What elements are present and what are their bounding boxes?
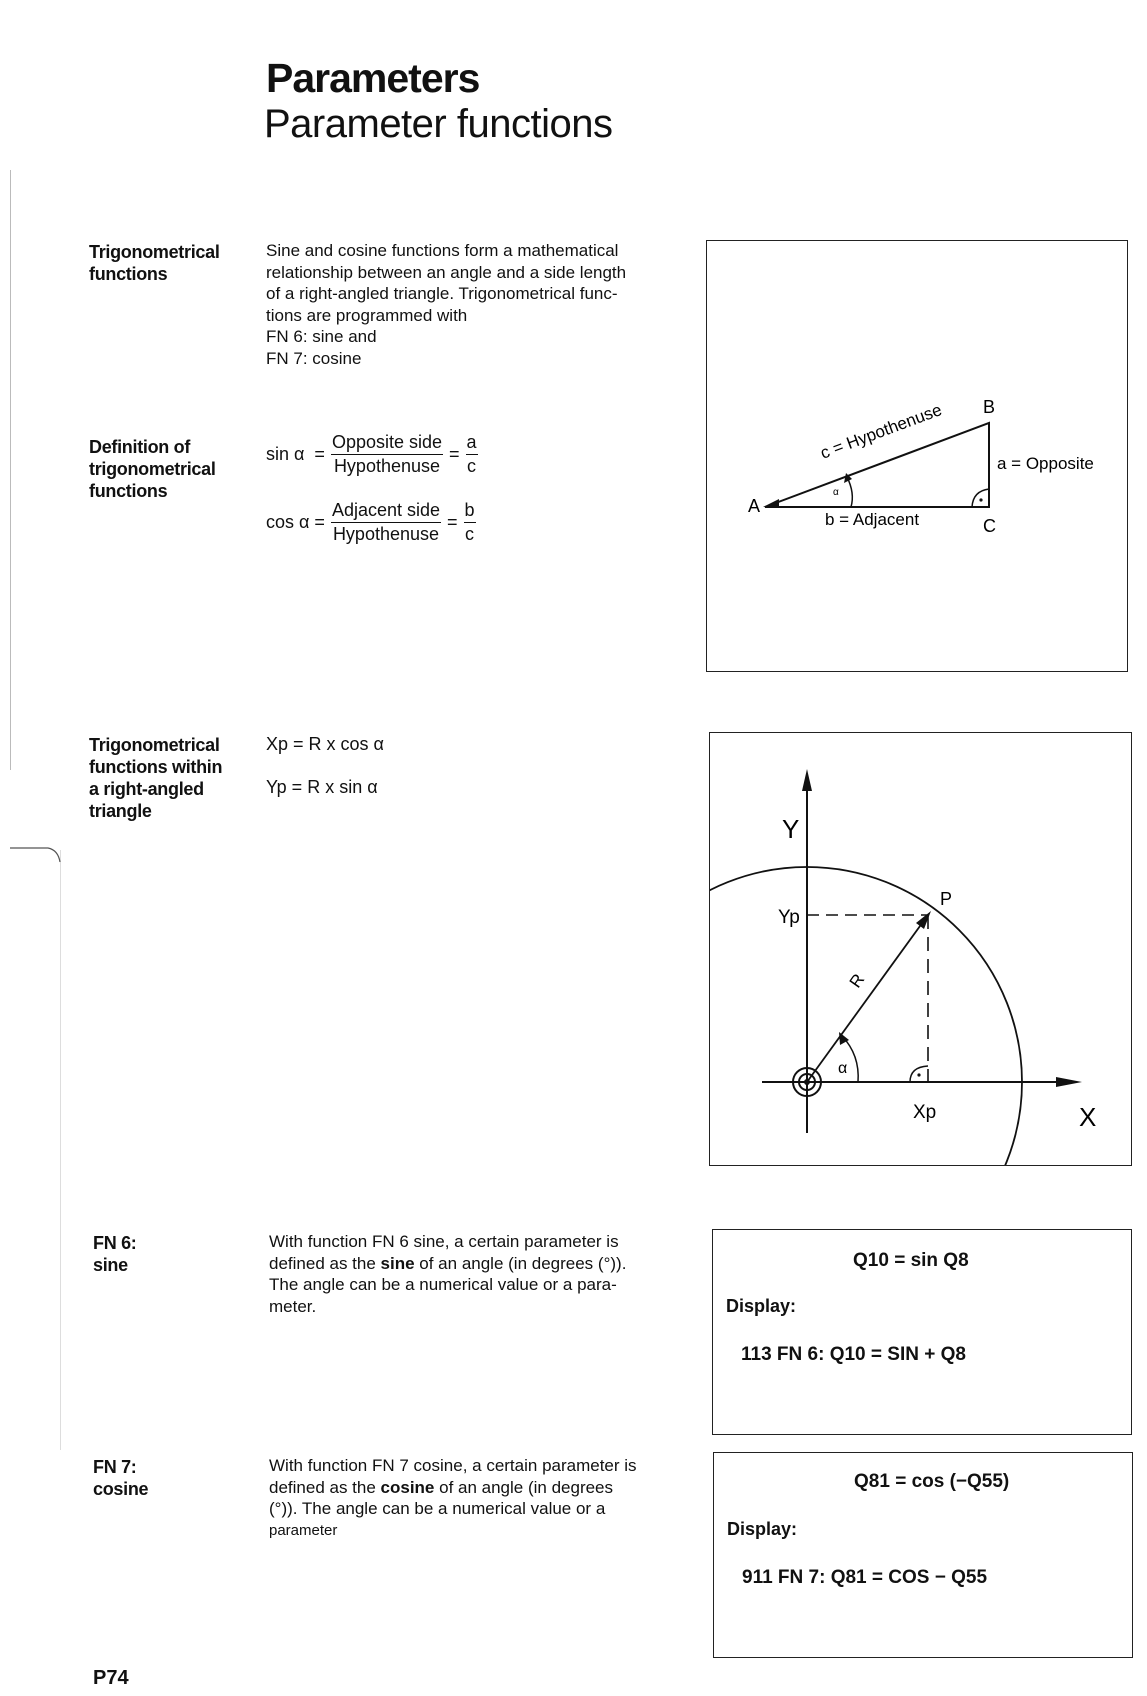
text-line: FN 7: cosine xyxy=(266,348,362,368)
label-line: Definition of xyxy=(89,437,191,457)
right-angle-dot xyxy=(979,498,982,501)
cos-numerator: Adjacent side xyxy=(331,500,441,523)
section-label-fn7 xyxy=(93,1456,148,1500)
label-line: functions xyxy=(89,481,168,501)
section-label-trig xyxy=(89,241,220,285)
cos-short-denominator: c xyxy=(465,524,475,544)
page-number: P74 xyxy=(93,1667,129,1689)
adjacent-label: b = Adjacent xyxy=(825,510,920,529)
equals-sign: = xyxy=(449,444,460,464)
binding-mark xyxy=(10,170,11,770)
y-axis-arrow xyxy=(802,769,812,791)
fn6-display-line: 113 FN 6: Q10 = SIN + Q8 xyxy=(741,1344,966,1365)
text-line: FN 6: sine and xyxy=(266,327,377,346)
section-label-fn6 xyxy=(93,1232,137,1276)
circle-figure xyxy=(710,733,1131,1165)
cos-definition xyxy=(266,500,476,545)
fn7-description xyxy=(269,1455,699,1541)
vertex-c-label: C xyxy=(983,516,996,536)
emphasis-sine: sine xyxy=(380,1253,415,1273)
binding-curve xyxy=(0,840,70,870)
text-line xyxy=(269,1477,699,1499)
text-segment: defined as the xyxy=(269,1253,381,1273)
text-line: Sine and cosine functions form a mathematical xyxy=(266,241,619,260)
text-line: relationship between an angle and a side length xyxy=(266,262,627,282)
point-p-label: P xyxy=(940,889,953,909)
text-segment: defined as the xyxy=(269,1477,381,1497)
section-label-rightangle xyxy=(89,734,222,822)
text-line: tions are programmed with xyxy=(266,305,468,325)
text-line: The angle can be a numerical value or a para- xyxy=(269,1275,617,1294)
page-title: Parameters xyxy=(266,55,480,101)
right-angle-dot xyxy=(917,1073,920,1076)
y-axis-label: Y xyxy=(782,814,800,844)
fn6-formula: Q10 = sin Q8 xyxy=(853,1250,969,1271)
alpha-label: α xyxy=(833,487,839,498)
label-line: Trigonometrical xyxy=(89,242,220,262)
label-line: FN 7: xyxy=(93,1457,137,1477)
yp-label: Yp xyxy=(778,907,800,928)
display-label: Display: xyxy=(727,1519,798,1539)
cos-short-fraction xyxy=(464,500,476,545)
hypothenuse-label: c = Hypothenuse xyxy=(817,400,945,463)
cos-fraction xyxy=(331,500,441,545)
label-line: functions within xyxy=(89,757,223,777)
text-segment: of an angle (in degrees xyxy=(434,1477,614,1497)
emphasis-cosine: cosine xyxy=(380,1477,435,1497)
text-line xyxy=(269,1253,689,1275)
yp-formula: Yp = R x sin α xyxy=(266,777,378,797)
text-line: meter. xyxy=(269,1296,317,1316)
trig-description xyxy=(266,240,686,369)
x-axis-label: X xyxy=(1079,1102,1097,1132)
sin-fraction xyxy=(331,432,443,477)
label-line: sine xyxy=(93,1255,128,1275)
sin-lhs: sin α = xyxy=(266,444,325,464)
sin-short-fraction xyxy=(466,432,478,477)
text-line: With function FN 7 cosine, a certain parameter is xyxy=(269,1456,637,1475)
fn7-formula: Q81 = cos (−Q55) xyxy=(854,1471,1010,1492)
text-line: With function FN 6 sine, a certain parameter is xyxy=(269,1232,619,1251)
label-line: FN 6: xyxy=(93,1233,137,1253)
vertex-b-label: B xyxy=(983,397,996,417)
binding-mark xyxy=(60,850,61,1450)
sin-short-denominator: c xyxy=(467,456,477,476)
label-line: cosine xyxy=(93,1479,149,1499)
sin-numerator: Opposite side xyxy=(331,432,443,455)
sin-short-numerator: a xyxy=(466,432,478,455)
radius-line xyxy=(807,915,928,1082)
opposite-label: a = Opposite xyxy=(997,454,1094,473)
cos-short-numerator: b xyxy=(464,500,476,523)
x-axis-arrow xyxy=(1056,1077,1082,1087)
equals-sign: = xyxy=(447,512,458,532)
text-line: of a right-angled triangle. Trigonometrical func- xyxy=(266,284,618,303)
xp-label: Xp xyxy=(913,1102,937,1123)
vertex-a-arrow xyxy=(763,499,779,507)
circle-arc xyxy=(710,867,1022,1165)
fn6-description xyxy=(269,1231,689,1317)
alpha-label: α xyxy=(838,1060,848,1077)
right-angle-mark xyxy=(972,489,989,507)
fn7-display-line: 911 FN 7: Q81 = COS − Q55 xyxy=(742,1567,988,1588)
text-segment: of an angle (in degrees (°)). xyxy=(414,1253,627,1273)
fn6-example-box xyxy=(712,1229,1132,1435)
section-label-definition xyxy=(89,436,216,502)
label-line: a right-angled xyxy=(89,779,204,799)
vertex-a-label: A xyxy=(748,496,761,516)
triangle-figure xyxy=(707,241,1127,671)
label-line: functions xyxy=(89,264,168,284)
circle-diagram xyxy=(709,732,1132,1166)
label-line: trigonometrical xyxy=(89,459,216,479)
text-line: parameter xyxy=(269,1521,338,1539)
label-line: Trigonometrical xyxy=(89,735,220,755)
fn7-example-box xyxy=(713,1452,1133,1658)
alpha-arc xyxy=(847,477,852,507)
sin-definition xyxy=(266,432,478,477)
text-line: (°)). The angle can be a numerical value or a xyxy=(269,1499,606,1518)
radius-label: R xyxy=(845,970,869,992)
xp-formula: Xp = R x cos α xyxy=(266,734,384,754)
cos-denominator: Hypothenuse xyxy=(332,524,440,544)
label-line: triangle xyxy=(89,801,152,821)
page-subtitle: Parameter functions xyxy=(264,102,613,146)
display-label: Display: xyxy=(726,1296,797,1316)
triangle-diagram xyxy=(706,240,1128,672)
cos-lhs: cos α = xyxy=(266,512,325,532)
sin-denominator: Hypothenuse xyxy=(333,456,441,476)
